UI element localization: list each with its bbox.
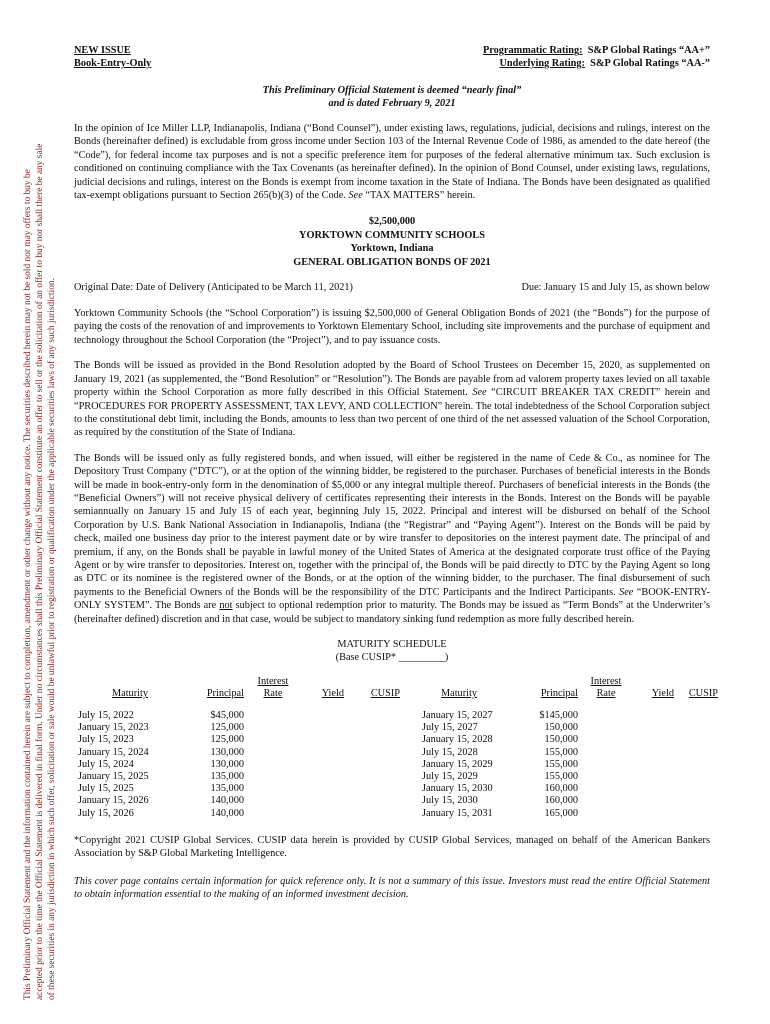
registration-text-b: “BOOK-ENTRY-ONLY SYSTEM”. The Bonds are bbox=[74, 586, 710, 612]
yield-cell bbox=[634, 783, 674, 795]
interest-rate-cell bbox=[578, 747, 634, 759]
principal-amount: 130,000 bbox=[210, 746, 244, 758]
bond-counsel-opinion bbox=[74, 122, 710, 202]
opinion-see: See bbox=[348, 190, 363, 202]
interest-rate-cell bbox=[244, 783, 302, 795]
yield-cell bbox=[634, 722, 674, 734]
interest-rate-cell bbox=[244, 771, 302, 783]
preliminary-notice bbox=[74, 84, 710, 110]
table-row bbox=[74, 747, 718, 759]
maturity-date: January 15, 2030 bbox=[422, 783, 493, 795]
col-rate-label: Rate bbox=[263, 688, 283, 699]
interest-rate-cell bbox=[578, 759, 634, 771]
principal-amount: 135,000 bbox=[210, 783, 244, 795]
table-row bbox=[74, 734, 718, 746]
issuer-location: Yorktown, Indiana bbox=[350, 243, 434, 255]
principal-amount: 125,000 bbox=[210, 734, 244, 746]
original-date: Original Date: Date of Delivery (Anticipated to be March 11, 2021) bbox=[74, 282, 353, 294]
principal-amount: 140,000 bbox=[210, 807, 244, 819]
header bbox=[74, 44, 710, 74]
resolution-text-b: “CIRCUIT BREAKER TAX CREDIT” herein and “PROCEDURES FOR PROPERTY ASSESSMENT, TAX LEVY, AND COLLECTION” herein. The total indebtedness of the School Corporation subject to the constitutional debt limit, including the Bonds, amounts to less than two percent of one third of the net assessed valuation of the School Corporation, as required by the constitution of the State of Indiana. bbox=[74, 387, 710, 439]
principal-amount: $145,000 bbox=[539, 710, 578, 721]
yield-cell bbox=[302, 734, 344, 746]
principal-amount: 150,000 bbox=[544, 722, 578, 734]
interest-rate-cell bbox=[578, 734, 634, 746]
main-content bbox=[74, 44, 718, 901]
table-row bbox=[74, 783, 718, 795]
ratings bbox=[483, 44, 710, 70]
cusip-cell bbox=[344, 710, 400, 722]
bond-name: GENERAL OBLIGATION BONDS OF 2021 bbox=[293, 256, 491, 268]
interest-rate-cell bbox=[244, 710, 302, 722]
cusip-cell bbox=[674, 734, 718, 746]
yield-cell bbox=[634, 771, 674, 783]
table-row bbox=[74, 795, 718, 807]
col-interest-rate-2 bbox=[578, 676, 634, 700]
cusip-cell bbox=[674, 795, 718, 807]
maturity-date: January 15, 2026 bbox=[78, 795, 149, 807]
interest-rate-cell bbox=[578, 783, 634, 795]
cusip-cell bbox=[674, 747, 718, 759]
maturity-date: January 15, 2028 bbox=[422, 734, 493, 746]
cusip-cell bbox=[344, 722, 400, 734]
cusip-cell bbox=[674, 710, 718, 722]
registration-text-a: The Bonds will be issued only as fully registered bonds, and when issued, will either be registered in the name of Cede & Co., as nominee for The Depository Trust Company (“DTC”), or at the option of the winning bidder, be registered to the purchaser. Purchases of beneficial interests in the Bonds will be made in book-entry-only form in the denomination of $5,000 or any integral multiple thereof. Purchasers of beneficial interests in the Bonds (the “Beneficial Owners”) will not receive physical delivery of certificates representing their interests in the Bonds. Interest on the Bonds will be payable semiannually on January 15 and July 15 of each year, beginning July 15, 2022. Principal and interest will be disbursed on behalf of the School Corporation by U.S. Bank National Association in Indianapolis, Indiana (the “Registrar” and “Paying Agent”). Interest on the Bonds will be paid by check, mailed one business day prior to the interest payment date or by wire transfer to depositories on the interest payment date. The principal of and premium, if any, on the Bonds shall be payable in lawful money of the United States of America at the designated corporate trust office of the Paying Agent or by wire transfer to depositories. Interest on, together with the principal of, the Bonds will be paid directly to DTC by the Paying Agent so long as DTC or its nominee is the registered owner of the Bonds, or at the option of the winning bidder, to the purchaser. The final disbursement of such payments to the Beneficial Owners of the Bonds will be the responsibility of the DTC Participants and the Indirect Participants. bbox=[74, 452, 710, 598]
principal-amount: 160,000 bbox=[544, 795, 578, 807]
yield-cell bbox=[302, 722, 344, 734]
schedule-heading: MATURITY SCHEDULE bbox=[337, 639, 447, 650]
schedule-body bbox=[74, 710, 718, 820]
maturity-date: January 15, 2023 bbox=[78, 722, 149, 734]
principal-amount: 155,000 bbox=[544, 758, 578, 770]
yield-cell bbox=[302, 771, 344, 783]
cusip-cell bbox=[674, 759, 718, 771]
cusip-cell bbox=[344, 734, 400, 746]
yield-cell bbox=[634, 795, 674, 807]
interest-rate-cell bbox=[578, 722, 634, 734]
col-yield: Yield bbox=[321, 688, 344, 699]
disclaimer-line-2: accepted prior to the time the Official Statement is delivered in final form. Under no circumstances shall this Preliminary Official Statement constitute an offer to sell or the solicitation of an offer to buy nor shall there be any sale bbox=[35, 143, 45, 1000]
interest-rate-cell bbox=[244, 722, 302, 734]
interest-rate-cell bbox=[244, 808, 302, 820]
maturity-date: July 15, 2026 bbox=[78, 807, 134, 819]
maturity-date: July 15, 2028 bbox=[422, 746, 478, 758]
cusip-cell bbox=[344, 795, 400, 807]
table-row bbox=[74, 808, 718, 820]
principal-amount: 165,000 bbox=[544, 807, 578, 819]
yield-cell bbox=[302, 808, 344, 820]
principal-amount: 160,000 bbox=[544, 783, 578, 795]
principal-amount: 135,000 bbox=[210, 771, 244, 783]
principal-amount: 130,000 bbox=[210, 758, 244, 770]
yield-cell bbox=[302, 783, 344, 795]
col-principal: Principal bbox=[206, 688, 244, 699]
interest-rate-cell bbox=[244, 747, 302, 759]
resolution-see: See bbox=[472, 387, 487, 399]
col-maturity: Maturity bbox=[111, 688, 149, 699]
registration-paragraph bbox=[74, 452, 710, 626]
col-principal-2: Principal bbox=[540, 688, 578, 699]
principal-amount: 150,000 bbox=[544, 734, 578, 746]
col-interest-rate bbox=[244, 676, 302, 700]
principal-amount: 155,000 bbox=[544, 771, 578, 783]
maturity-schedule-title bbox=[74, 638, 710, 664]
due-date: Due: January 15 and July 15, as shown below bbox=[521, 282, 710, 294]
principal-amount: 140,000 bbox=[210, 795, 244, 807]
interest-rate-cell bbox=[244, 759, 302, 771]
book-entry-label: Book-Entry-Only bbox=[74, 58, 152, 69]
yield-cell bbox=[302, 759, 344, 771]
maturity-date: January 15, 2031 bbox=[422, 807, 493, 819]
col-maturity-2: Maturity bbox=[440, 688, 478, 699]
registration-see: See bbox=[619, 586, 634, 598]
issue-type bbox=[74, 44, 151, 70]
maturity-date: July 15, 2022 bbox=[78, 710, 134, 721]
interest-rate-cell bbox=[578, 808, 634, 820]
cusip-copyright-footnote: *Copyright 2021 CUSIP Global Services. CUSIP data herein is provided by CUSIP Global Services, managed on behalf of the American Bankers Association by S&P Global Marketing Intelligence. bbox=[74, 834, 710, 860]
bond-amount: $2,500,000 bbox=[368, 216, 416, 228]
col-interest-label: Interest bbox=[257, 676, 289, 687]
resolution-paragraph bbox=[74, 359, 710, 439]
registration-text-c: subject to optional redemption prior to maturity. The Bonds may be issued as “Term Bonds” at the Underwriter’s (hereinafter defined) discretion and in that case, would be subject to mandatory sinking fund redemption as more fully described herein. bbox=[74, 600, 710, 625]
closing-notice: This cover page contains certain information for quick reference only. It is not a summary of this issue. Investors must read the entire Official Statement to obtain information essential to the making of an informed investment decision. bbox=[74, 875, 710, 901]
yield-cell bbox=[634, 808, 674, 820]
yield-cell bbox=[634, 734, 674, 746]
cusip-cell bbox=[674, 783, 718, 795]
disclaimer-line-1: This Preliminary Official Statement and the information contained herein are subject to completion, amendment or other change without any notice. The securities described herein may not be sold nor may offers to buy be bbox=[23, 169, 33, 1000]
schedule-spacer-row bbox=[74, 700, 718, 710]
bond-title-block bbox=[74, 215, 710, 269]
programmatic-rating-label: Programmatic Rating: bbox=[482, 45, 583, 56]
col-rate-label-2: Rate bbox=[596, 688, 616, 699]
yield-cell bbox=[634, 747, 674, 759]
programmatic-rating bbox=[483, 44, 710, 57]
maturity-date: July 15, 2027 bbox=[422, 722, 478, 734]
cusip-cell bbox=[344, 747, 400, 759]
maturity-date: January 15, 2025 bbox=[78, 771, 149, 783]
maturity-date: July 15, 2025 bbox=[78, 783, 134, 795]
opinion-text: In the opinion of Ice Miller LLP, Indianapolis, Indiana (“Bond Counsel”), under existing laws, regulations, judicial, decisions and rulings, interest on the Bonds (hereinafter defined) is excludable from gross income under Section 103 of the Internal Revenue Code of 1986, as amended to the date hereof (the “Code”), for federal income tax purposes and is not a specific preference item for purposes of the federal alternative minimum tax. Such exclusion is conditioned on continuing compliance with the Tax Covenants (as hereinafter defined). In the opinion of Bond Counsel, under existing laws, regulations, judicial decisions and rulings, interest on the Bonds is exempt from income taxation in the State of Indiana. The Bonds have been designated as qualified tax-exempt obligations pursuant to Section 265(b)(3) of the Code. bbox=[74, 123, 710, 202]
principal-amount: 155,000 bbox=[544, 746, 578, 758]
maturity-date: July 15, 2024 bbox=[78, 758, 134, 770]
programmatic-rating-value: S&P Global Ratings “AA+” bbox=[587, 45, 710, 56]
col-cusip-2: CUSIP bbox=[688, 688, 718, 699]
principal-amount: 125,000 bbox=[210, 722, 244, 734]
maturity-date: January 15, 2027 bbox=[422, 710, 493, 721]
col-yield-2: Yield bbox=[651, 688, 674, 699]
maturity-date: July 15, 2023 bbox=[78, 734, 134, 746]
maturity-date: January 15, 2029 bbox=[422, 758, 493, 770]
yield-cell bbox=[302, 747, 344, 759]
col-interest-label-2: Interest bbox=[590, 676, 622, 687]
disclaimer-rotated-text bbox=[22, 50, 58, 1000]
resolution-text-a: The Bonds will be issued as provided in the Bond Resolution adopted by the Board of School Trustees on December 15, 2020, as supplemented on January 19, 2021 (as supplemented, the “Bond Resolution” or “Resolution”). The Bonds are payable from ad valorem property taxes levied on all taxable property within the School Corporation as more fully described in this Official Statement. bbox=[74, 360, 710, 399]
cusip-cell bbox=[344, 759, 400, 771]
bond-dates bbox=[74, 281, 710, 295]
cusip-cell bbox=[674, 771, 718, 783]
schedule-header-row bbox=[74, 676, 718, 700]
cusip-cell bbox=[344, 808, 400, 820]
interest-rate-cell bbox=[578, 771, 634, 783]
yield-cell bbox=[634, 759, 674, 771]
cusip-cell bbox=[344, 783, 400, 795]
maturity-schedule-table bbox=[74, 676, 718, 820]
interest-rate-cell bbox=[244, 795, 302, 807]
preliminary-disclaimer-sidebar bbox=[0, 0, 62, 1024]
purpose-paragraph: Yorktown Community Schools (the “School Corporation”) is issuing $2,500,000 of General Obligation Bonds of 2021 (the “Bonds”) for the purpose of paying the costs of the renovation of and improvements to Yorktown Elementary School, including site improvements and the purchase of equipment and technology throughout the School Corporation (the “Project”), and to pay issuance costs. bbox=[74, 308, 710, 346]
maturity-date: July 15, 2030 bbox=[422, 795, 478, 807]
disclaimer-line-3: of these securities in any jurisdiction in which such offer, solicitation or sale would be unlawful prior to registration or qualification under the applicable securities laws of any such jurisdiction. bbox=[47, 278, 57, 1000]
interest-rate-cell bbox=[578, 710, 634, 722]
new-issue-label: NEW ISSUE bbox=[74, 45, 131, 56]
preliminary-notice-line-2: and is dated February 9, 2021 bbox=[328, 98, 456, 109]
underlying-rating-value: S&P Global Ratings “AA-” bbox=[590, 58, 710, 69]
base-cusip: (Base CUSIP* _________) bbox=[335, 652, 449, 663]
yield-cell bbox=[302, 710, 344, 722]
cusip-cell bbox=[344, 771, 400, 783]
table-row bbox=[74, 710, 718, 722]
preliminary-notice-line-1: This Preliminary Official Statement is deemed “nearly final” bbox=[262, 85, 522, 96]
table-row bbox=[74, 771, 718, 783]
table-row bbox=[74, 759, 718, 771]
col-cusip: CUSIP bbox=[370, 688, 400, 699]
interest-rate-cell bbox=[578, 795, 634, 807]
principal-amount: $45,000 bbox=[210, 710, 244, 721]
issuer-name: YORKTOWN COMMUNITY SCHOOLS bbox=[299, 229, 485, 241]
maturity-date: January 15, 2024 bbox=[78, 746, 149, 758]
table-row bbox=[74, 722, 718, 734]
cusip-cell bbox=[674, 722, 718, 734]
interest-rate-cell bbox=[244, 734, 302, 746]
maturity-date: July 15, 2029 bbox=[422, 771, 478, 783]
yield-cell bbox=[634, 710, 674, 722]
yield-cell bbox=[302, 795, 344, 807]
opinion-tail: “TAX MATTERS” herein. bbox=[362, 190, 476, 202]
underlying-rating-label: Underlying Rating: bbox=[499, 58, 585, 69]
underlying-rating bbox=[483, 57, 710, 70]
cusip-cell bbox=[674, 808, 718, 820]
registration-not: not bbox=[219, 600, 233, 612]
